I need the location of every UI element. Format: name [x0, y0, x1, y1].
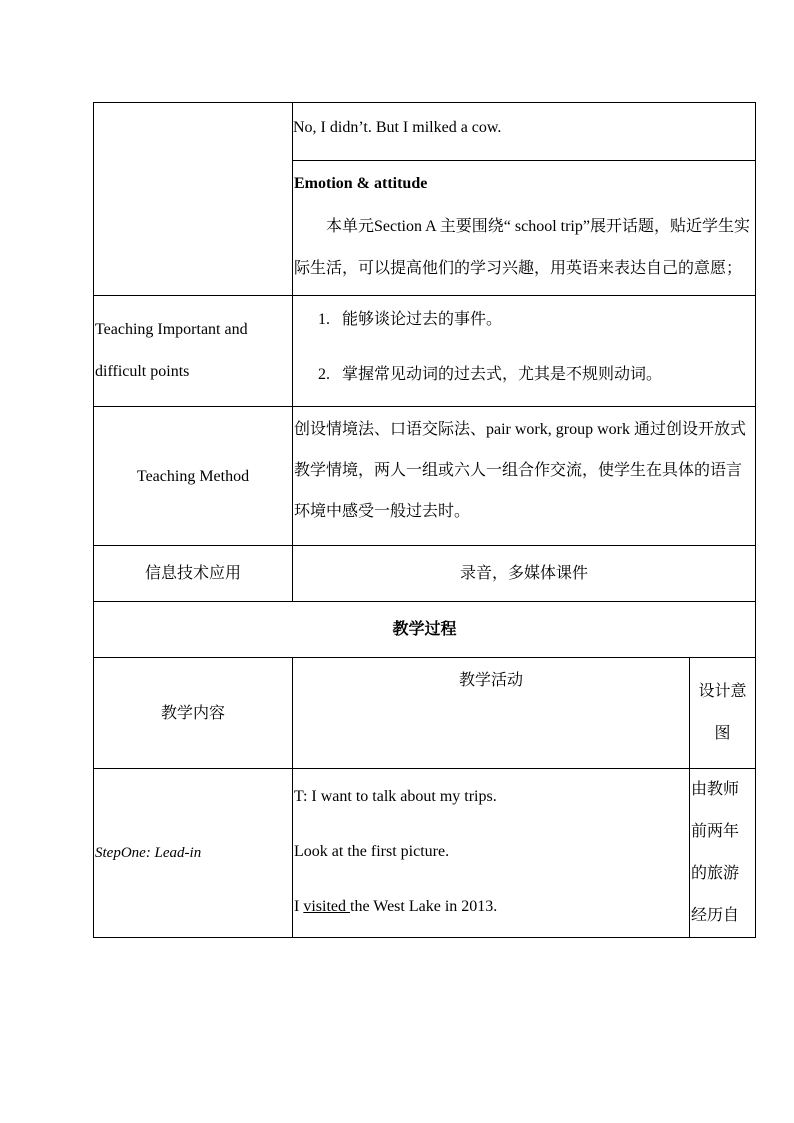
row-info-tech: [94, 546, 756, 602]
lesson-plan-table: [93, 102, 756, 938]
important-label: Teaching Important and difficult points: [94, 296, 293, 407]
col-header-activity: 教学活动: [293, 658, 690, 769]
step-one-label: StepOne: Lead-in: [94, 769, 293, 938]
step-one-intent: 由教师前两年的旅游经历自: [689, 769, 755, 938]
dialogue-line: No, I didn’t. But I milked a cow.: [293, 119, 502, 136]
row-column-headers: [94, 658, 756, 769]
method-text: 创设情境法、口语交际法、pair work, group work 通过创设开放式教学情境，两人一组或六人一组合作交流，使学生在具体的语言环境中感受一般过去时。: [293, 407, 756, 546]
list-item: 2. 掌握常见动词的过去式，尤其是不规则动词。: [318, 366, 663, 383]
method-label: Teaching Method: [94, 407, 293, 546]
important-cell: [293, 296, 756, 407]
activity-line: I visited the West Lake in 2013.: [294, 879, 688, 934]
emotion-heading: Emotion & attitude: [294, 175, 428, 192]
important-list: [294, 296, 754, 406]
step-one-activity: [293, 769, 690, 938]
activity-line: Look at the first picture.: [294, 843, 450, 860]
row-important-points: [94, 296, 756, 407]
emotion-text: 本单元Section A 主要围绕“ school trip”展开话题，贴近学生实际生活，可以提高他们的学习兴趣，用英语来表达自己的意愿；: [294, 218, 750, 277]
col-header-intent: 设计意图: [689, 658, 755, 769]
info-tech-value: 录音，多媒体课件: [293, 546, 756, 602]
info-tech-label: 信息技术应用: [94, 546, 293, 602]
empty-label-cell: [94, 103, 293, 296]
row-process-heading: [94, 602, 756, 658]
underlined-verb: visited: [303, 898, 346, 915]
row-objectives-continued: [94, 103, 756, 296]
col-header-content: 教学内容: [94, 658, 293, 769]
activity-line: T: I want to talk about my trips.: [294, 788, 497, 805]
objectives-cell: [293, 103, 756, 296]
row-step-one: [94, 769, 756, 938]
row-teaching-method: [94, 407, 756, 546]
process-heading: 教学过程: [94, 602, 756, 658]
list-item: 1. 能够谈论过去的事件。: [318, 311, 503, 328]
